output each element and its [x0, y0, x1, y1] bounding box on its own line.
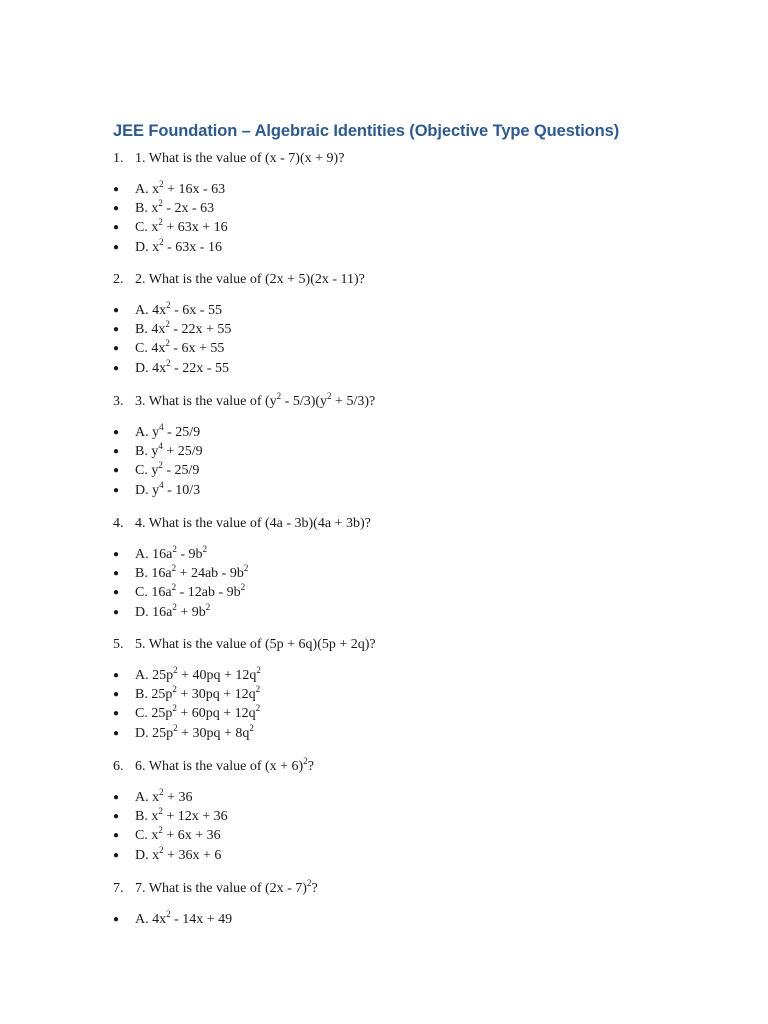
- bullet-icon: ●: [113, 670, 120, 681]
- question-number: 1.: [113, 151, 124, 166]
- option-text: C. $x^2 + 63x + 16$: [135, 217, 228, 236]
- superscript: 2: [306, 878, 312, 888]
- question-text: [113, 758, 314, 776]
- superscript: 2: [166, 909, 171, 919]
- superscript: 2: [171, 582, 177, 593]
- superscript: 2: [173, 722, 178, 733]
- question-number: 7.: [113, 881, 124, 896]
- option-item: [113, 219, 228, 237]
- option-text: C. $4x^2 - 6x + 55$: [135, 338, 225, 357]
- option-text: A. $x^2 + 36$: [135, 787, 193, 805]
- superscript: 4: [158, 441, 163, 452]
- question-number: 3.: [113, 394, 124, 409]
- option-text: D. $16a^2 + 9b^2$: [135, 601, 211, 620]
- superscript: 2: [240, 582, 246, 593]
- question-body: 3. What is the value of $(y^2 - 5/3)(y^2 + 5/3)$?: [135, 391, 376, 409]
- bullet-icon: ●: [113, 184, 120, 195]
- option-item: [113, 321, 231, 339]
- superscript: 2: [173, 665, 178, 675]
- bullet-icon: ●: [113, 606, 120, 618]
- option-text: D. $x^2 + 36x + 6$: [135, 844, 222, 863]
- question-text: [113, 515, 371, 533]
- superscript: 2: [327, 391, 332, 401]
- superscript: 2: [172, 601, 177, 612]
- option-item: [113, 462, 199, 480]
- superscript: 2: [166, 357, 171, 368]
- superscript: 2: [205, 601, 211, 612]
- bullet-icon: ●: [113, 362, 120, 374]
- superscript: 2: [256, 665, 261, 675]
- question-body: 4. What is the value of (4a - 3b)(4a + 3b)?: [135, 516, 371, 531]
- bullet-icon: ●: [113, 792, 120, 803]
- option-item: [113, 181, 225, 199]
- option-text: A. $y^4 - 25/9$: [135, 422, 201, 440]
- question-text: [113, 150, 344, 168]
- bullet-icon: ●: [113, 587, 120, 599]
- bullet-icon: ●: [113, 830, 120, 842]
- superscript: 2: [165, 319, 170, 330]
- option-text: C. $25p^2 + 60pq + 12q^2$: [135, 703, 261, 722]
- option-item: [113, 424, 200, 442]
- option-text: B. $y^4 + 25/9$: [135, 441, 203, 460]
- bullet-icon: ●: [113, 568, 120, 580]
- superscript: 2: [249, 722, 254, 733]
- superscript: 2: [165, 338, 170, 349]
- bullet-icon: ●: [113, 222, 120, 234]
- bullet-icon: ●: [113, 446, 120, 458]
- option-text: C. $x^2 + 6x + 36$: [135, 825, 221, 844]
- question-number: 4.: [113, 516, 124, 531]
- option-text: A. $x^2 + 16x - 63$: [135, 179, 226, 197]
- bullet-icon: ●: [113, 343, 120, 355]
- option-item: [113, 911, 232, 929]
- page-title: JEE Foundation – Algebraic Identities (Objective Type Questions): [113, 122, 620, 140]
- option-item: [113, 357, 229, 378]
- superscript: 2: [255, 703, 261, 714]
- bullet-icon: ●: [113, 305, 120, 316]
- option-item: [113, 340, 224, 358]
- superscript: 2: [303, 756, 308, 766]
- bullet-icon: ●: [113, 914, 120, 925]
- bullet-icon: ●: [113, 241, 120, 253]
- option-text: B. $x^2 - 2x - 63$: [135, 198, 215, 217]
- superscript: 2: [159, 787, 164, 797]
- bullet-icon: ●: [113, 324, 120, 336]
- superscript: 2: [158, 825, 163, 836]
- option-item: [113, 236, 222, 257]
- bullet-icon: ●: [113, 484, 120, 496]
- option-item: [113, 844, 222, 865]
- option-text: D. $25p^2 + 30pq + 8q^2$: [135, 722, 254, 741]
- option-item: [113, 479, 201, 500]
- question-body: 7. What is the value of (2x - 7)$^2$?: [135, 878, 318, 896]
- superscript: 2: [276, 391, 282, 401]
- bullet-icon: ●: [113, 427, 120, 438]
- question-body: 6. What is the value of $(x + 6)^2$?: [135, 756, 314, 774]
- question-body: 1. What is the value of (x - 7)(x + 9)?: [135, 151, 345, 166]
- option-item: [113, 789, 193, 807]
- option-text: A. $25p^2 + 40pq + 12q^2$: [135, 665, 261, 683]
- option-text: D. $4x^2 - 22x - 55$: [135, 357, 229, 376]
- option-text: C. $y^2 - 25/9$: [135, 460, 200, 479]
- superscript: 2: [158, 460, 163, 471]
- option-text: A. $4x^2 - 6x - 55$: [135, 300, 222, 318]
- bullet-icon: ●: [113, 203, 120, 215]
- option-item: [113, 827, 221, 845]
- superscript: 2: [159, 844, 164, 855]
- bullet-icon: ●: [113, 549, 120, 560]
- question-number: 6.: [113, 759, 124, 774]
- superscript: 2: [166, 300, 171, 310]
- superscript: 4: [159, 479, 164, 490]
- superscript: 2: [159, 236, 164, 247]
- option-text: B. $16a^2 + 24ab - 9b^2$: [135, 563, 249, 582]
- option-text: B. $4x^2 - 22x + 55$: [135, 319, 232, 338]
- superscript: 2: [172, 684, 177, 695]
- option-text: C. $16a^2 - 12ab - 9b^2$: [135, 582, 246, 601]
- option-item: [113, 808, 228, 826]
- superscript: 2: [171, 563, 177, 574]
- option-text: D. $y^4 - 10/3$: [135, 479, 201, 498]
- option-item: [113, 667, 261, 685]
- superscript: 2: [172, 703, 177, 714]
- superscript: 2: [255, 684, 261, 695]
- superscript: 4: [159, 422, 164, 432]
- question-number: 5.: [113, 637, 124, 652]
- option-item: [113, 601, 211, 622]
- superscript: 2: [243, 563, 249, 574]
- option-item: [113, 722, 254, 743]
- option-item: [113, 565, 248, 583]
- superscript: 2: [172, 544, 177, 554]
- option-item: [113, 200, 214, 218]
- option-item: [113, 546, 207, 564]
- bullet-icon: ●: [113, 811, 120, 823]
- bullet-icon: ●: [113, 689, 120, 701]
- superscript: 2: [158, 217, 163, 228]
- question-body: 2. What is the value of (2x + 5)(2x - 11)?: [135, 272, 365, 287]
- bullet-icon: ●: [113, 727, 120, 739]
- superscript: 2: [158, 806, 163, 817]
- option-text: B. $x^2 + 12x + 36$: [135, 806, 228, 825]
- question-body: 5. What is the value of (5p + 6q)(5p + 2q)?: [135, 637, 376, 652]
- bullet-icon: ●: [113, 465, 120, 477]
- option-item: [113, 443, 203, 461]
- option-item: [113, 302, 222, 320]
- option-text: B. $25p^2 + 30pq + 12q^2$: [135, 684, 261, 703]
- option-item: [113, 584, 245, 602]
- option-text: D. $x^2 - 63x - 16$: [135, 236, 222, 255]
- option-text: A. $4x^2 - 14x + 49$: [135, 909, 233, 927]
- question-number: 2.: [113, 272, 124, 287]
- superscript: 2: [158, 198, 163, 209]
- bullet-icon: ●: [113, 708, 120, 720]
- superscript: 2: [202, 544, 207, 554]
- question-text: [113, 271, 365, 289]
- question-text: [113, 393, 375, 411]
- option-item: [113, 705, 260, 723]
- option-item: [113, 686, 260, 704]
- superscript: 2: [159, 179, 164, 189]
- option-text: A. $16a^2 - 9b^2$: [135, 544, 207, 562]
- question-text: [113, 880, 318, 898]
- question-text: [113, 636, 376, 654]
- bullet-icon: ●: [113, 849, 120, 861]
